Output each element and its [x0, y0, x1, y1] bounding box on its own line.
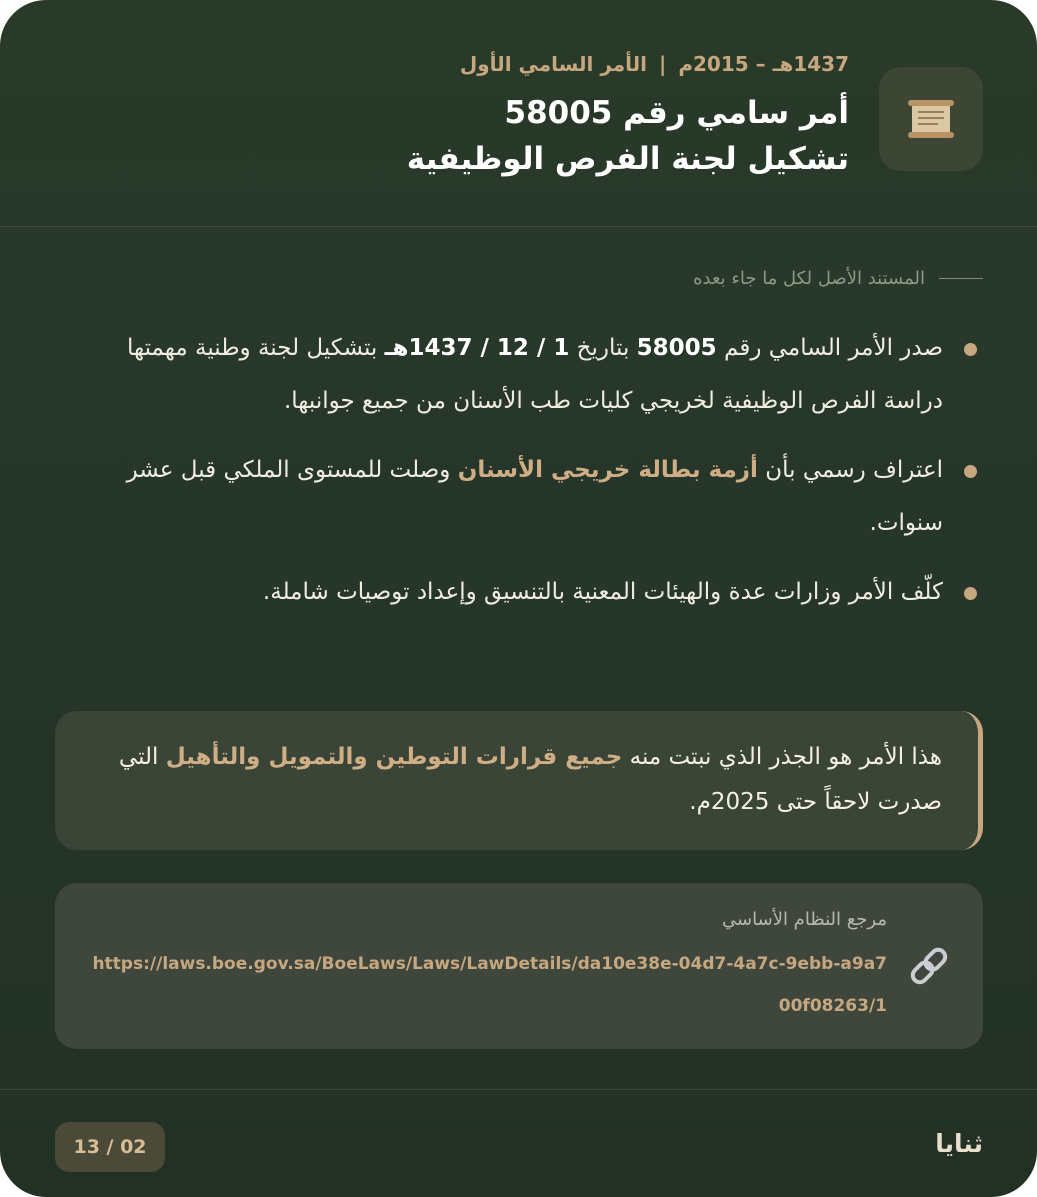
decree-date: 1437هـ – 2015م [678, 52, 849, 76]
reference-label: مرجع النظام الأساسي [722, 909, 887, 930]
footer [0, 1089, 1037, 1197]
meta-separator: | [659, 52, 667, 76]
page-indicator: 13 / 02 [55, 1122, 165, 1172]
bullet-text: كلّف الأمر وزارات عدة والهيئات المعنية بالتنسيق وإعداد توصيات شاملة. [262, 579, 943, 605]
section-kicker [693, 264, 983, 292]
bullet-text: بتاريخ [569, 335, 637, 361]
bullet-dot [964, 465, 977, 478]
reference-link[interactable]: https://laws.boe.gov.sa/BoeLaws/Laws/LawDetails/da10e38e-04d7-4a7c-9ebb-a9a700f08263/1 [92, 954, 887, 1016]
list-item [93, 322, 983, 428]
brand-name: ثنايا [935, 1129, 983, 1158]
document-icon-box [879, 67, 983, 171]
header [0, 0, 1037, 227]
kicker-text: المستند الأصل لكل ما جاء بعده [693, 267, 925, 289]
page-title-line-1: أمر سامي رقم 58005 [504, 95, 849, 131]
decree-category: الأمر السامي الأول [459, 52, 648, 76]
bullet-text: وصلت للمستوى الملكي قبل عشر سنوات. [126, 457, 943, 536]
list-item [93, 566, 983, 619]
list-item [93, 444, 983, 550]
link-icon [907, 944, 951, 988]
bullet-text: اعتراف رسمي بأن [757, 457, 943, 483]
bullet-dot [964, 343, 977, 356]
bullet-text: صدر الأمر السامي رقم [716, 335, 943, 361]
bullet-dot [964, 587, 977, 600]
callout-emphasis: جميع قرارات التوطين والتمويل والتأهيل [165, 744, 623, 770]
decree-number: 58005 [636, 335, 717, 361]
header-meta [129, 50, 849, 78]
callout-text: التي صدرت لاحقاً حتى 2025م. [118, 744, 942, 815]
page-title-line-2: تشكيل لجنة الفرص الوظيفية [406, 141, 849, 177]
bullet-text: بتشكيل لجنة وطنية مهمتها دراسة الفرص الوظيفية لخريجي كليات طب الأسنان من جميع جوانبها. [126, 335, 943, 414]
callout-text: هذا الأمر هو الجذر الذي نبتت منه [622, 744, 942, 770]
decree-hijri-date: 1 / 12 / 1437هـ [384, 335, 570, 361]
reference-card [55, 883, 983, 1049]
highlight-callout [55, 711, 983, 850]
kicker-divider [939, 278, 983, 279]
bullet-list [93, 322, 983, 619]
bullet-emphasis: أزمة بطالة خريجي الأسنان [457, 457, 758, 483]
scroll-icon [904, 92, 958, 146]
header-text [129, 50, 849, 182]
